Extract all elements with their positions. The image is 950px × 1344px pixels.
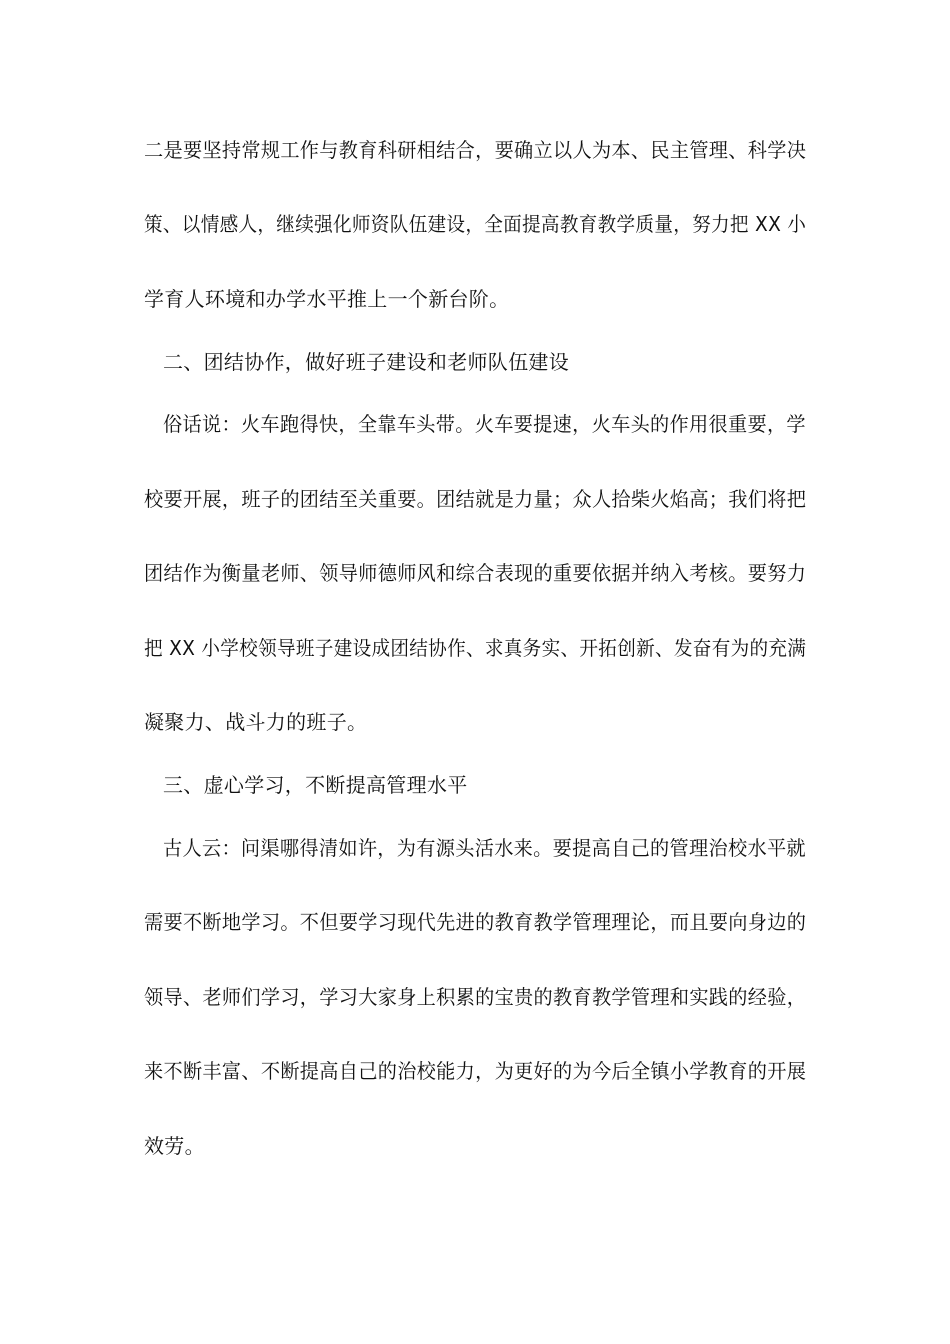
body-text-line: 来不断丰富、不断提高自己的治校能力，为更好的为今后全镇小学教育的开展 [144, 1059, 807, 1083]
section-heading: 三、虚心学习，不断提高管理水平 [163, 773, 468, 797]
body-text-line: 凝聚力、战斗力的班子。 [144, 710, 368, 734]
body-text-line: 俗话说：火车跑得快，全靠车头带。火车要提速，火车头的作用很重要，学 [163, 412, 806, 436]
body-text-line: 校要开展，班子的团结至关重要。团结就是力量；众人拾柴火焰高；我们将把 [144, 487, 807, 511]
body-text-line: 领导、老师们学习，学习大家身上积累的宝贵的教育教学管理和实践的经验， [144, 985, 807, 1009]
body-text-line: 古人云：问渠哪得清如许，为有源头活水来。要提高自己的管理治校水平就 [163, 836, 806, 860]
body-text-line: 二是要坚持常规工作与教育科研相结合，要确立以人为本、民主管理、科学决 [144, 138, 807, 162]
section-heading: 二、团结协作，做好班子建设和老师队伍建设 [163, 350, 569, 374]
body-text-line: 需要不断地学习。不但要学习现代先进的教育教学管理理论，而且要向身边的 [144, 910, 807, 934]
body-text-line: 策、以情感人，继续强化师资队伍建设，全面提高教育教学质量，努力把 XX 小 [144, 212, 807, 236]
body-text-line: 效劳。 [144, 1134, 205, 1158]
body-text-line: 把 XX 小学校领导班子建设成团结协作、求真务实、开拓创新、发奋有为的充满 [144, 636, 807, 660]
body-text-line: 学育人环境和办学水平推上一个新台阶。 [144, 287, 510, 311]
body-text-line: 团结作为衡量老师、领导师德师风和综合表现的重要依据并纳入考核。要努力 [144, 561, 807, 585]
